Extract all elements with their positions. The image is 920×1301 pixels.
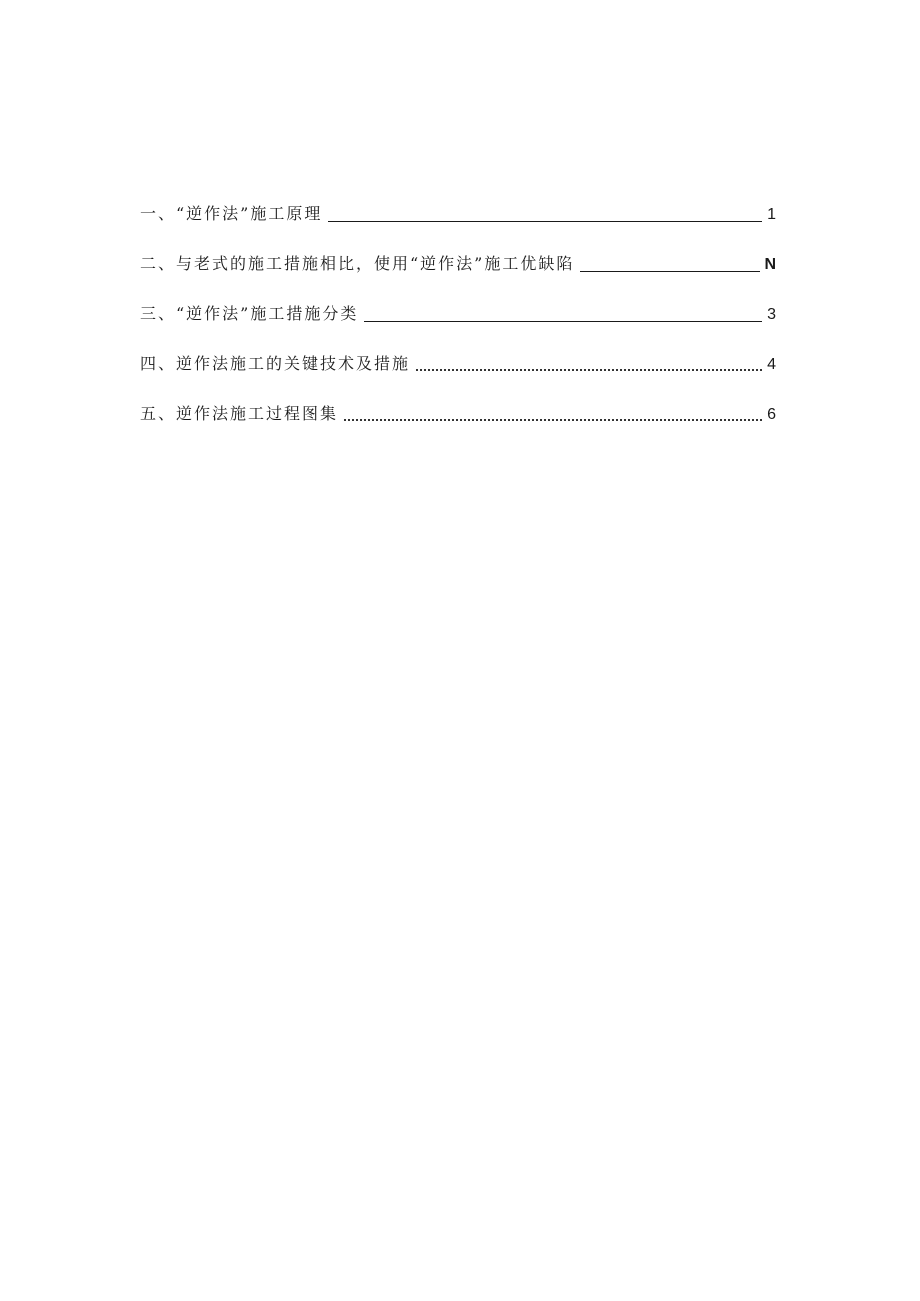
toc-page-number: 1 xyxy=(767,206,776,223)
toc-entry-1[interactable] xyxy=(140,196,776,231)
toc-leader-dots xyxy=(344,419,762,421)
toc-entry-title: 五、逆作法施工过程图集 xyxy=(140,404,339,423)
toc-entry-5[interactable] xyxy=(140,396,776,431)
table-of-contents xyxy=(140,196,776,446)
toc-leader-dots xyxy=(416,369,762,371)
toc-entry-4[interactable] xyxy=(140,346,776,381)
toc-entry-3[interactable] xyxy=(140,296,776,331)
toc-page-number: 4 xyxy=(767,356,776,373)
toc-entry-title: 四、逆作法施工的关键技术及措施 xyxy=(140,354,411,373)
toc-leader-line xyxy=(580,271,760,272)
toc-entry-2[interactable] xyxy=(140,246,776,281)
toc-page-number: N xyxy=(764,256,776,273)
toc-leader-line xyxy=(328,221,762,222)
toc-entry-title: 二、与老式的施工措施相比，使用“逆作法”施工优缺陷 xyxy=(140,254,575,273)
toc-leader-line xyxy=(364,321,762,322)
toc-page-number: 6 xyxy=(767,406,776,423)
toc-entry-title: 三、“逆作法”施工措施分类 xyxy=(140,304,359,323)
toc-entry-title: 一、“逆作法”施工原理 xyxy=(140,204,323,223)
toc-page-number: 3 xyxy=(767,306,776,323)
